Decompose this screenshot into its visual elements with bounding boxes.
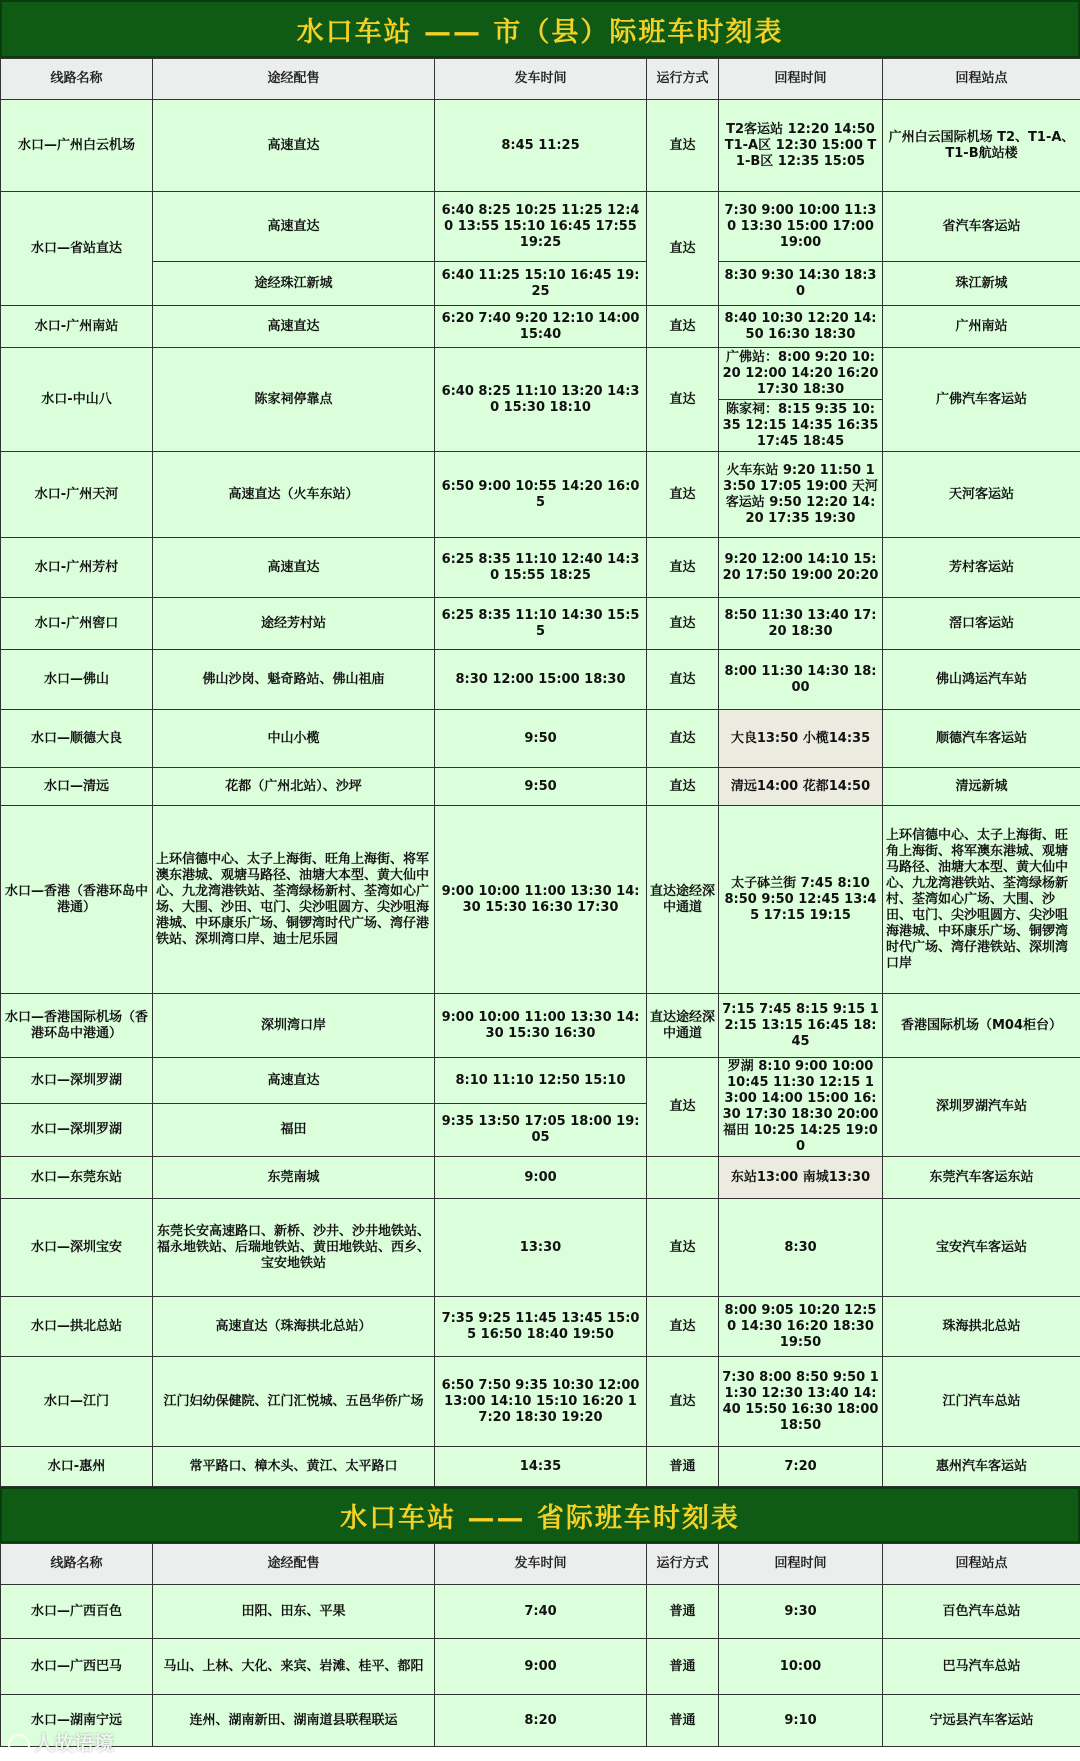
table-row [1,806,1080,994]
run-mode [647,1157,719,1199]
route-name: 水口-中山八 [1,348,153,452]
return-stop: 滘口客运站 [883,598,1080,650]
via-stops: 东莞南城 [153,1157,435,1199]
route-name: 水口—佛山 [1,650,153,710]
route-name: 水口—省站直达 [1,192,153,306]
depart-times: 6:50 7:50 9:35 10:30 12:00 13:00 14:10 15:10 16:20 17:20 18:30 19:20 [435,1357,647,1447]
return-stop: 省汽车客运站 [883,192,1080,262]
return-times: 8:40 10:30 12:20 14:50 16:30 18:30 [719,306,883,348]
table-row [1,1585,1080,1639]
route-name: 水口—香港（香港环岛中港通） [1,806,153,994]
interprovincial-timetable-title: 水口车站 —— 省际班车时刻表 [0,1487,1080,1543]
return-times: 8:00 9:05 10:20 12:50 14:30 16:20 18:30 19:50 [719,1297,883,1357]
via-stops: 花都（广州北站）、沙坪 [153,768,435,806]
route-name: 水口—广州白云机场 [1,100,153,192]
table-row [1,100,1080,192]
return-times: 8:30 9:30 14:30 18:30 [719,262,883,306]
via-stops: 佛山沙岗、魁奇路站、佛山祖庙 [153,650,435,710]
run-mode: 直达 [647,1058,719,1157]
via-stops: 高速直达 [153,192,435,262]
col-header-via: 途经配售 [153,1544,435,1585]
via-stops: 途经芳村站 [153,598,435,650]
table-row [1,1695,1080,1747]
run-mode: 直达 [647,452,719,538]
run-mode: 普通 [647,1639,719,1695]
return-stop: 珠海拱北总站 [883,1297,1080,1357]
via-stops: 东莞长安高速路口、新桥、沙井、沙井地铁站、福永地铁站、后瑞地铁站、黄田地铁站、西乡、宝安地铁站 [153,1199,435,1297]
table-row [1,1447,1080,1487]
route-name: 水口—深圳罗湖 [1,1058,153,1104]
depart-times: 7:40 [435,1585,647,1639]
depart-times: 8:10 11:10 12:50 15:10 [435,1058,647,1104]
col-header-mode: 运行方式 [647,59,719,100]
table-row [1,1199,1080,1297]
depart-times: 9:50 [435,768,647,806]
run-mode: 直达 [647,1297,719,1357]
route-name: 水口—江门 [1,1357,153,1447]
return-times: 大良13:50 小榄14:35 [719,710,883,768]
return-stop: 江门汽车总站 [883,1357,1080,1447]
return-stop: 宝安汽车客运站 [883,1199,1080,1297]
depart-times: 8:20 [435,1695,647,1747]
depart-times: 9:00 10:00 11:00 13:30 14:30 15:30 16:30 [435,994,647,1058]
return-times: 清远14:00 花都14:50 [719,768,883,806]
via-stops: 连州、湖南新田、湖南道县联程联运 [153,1695,435,1747]
via-stops: 上环信德中心、太子上海街、旺角上海街、将军澳东港城、观塘马路径、油塘大本型、黄大仙中心、九龙湾港铁站、荃湾绿杨新村、荃湾如心广场、大围、沙田、屯门、尖沙咀圆方、尖沙咀海港城、中环康乐广场、铜锣湾时代广场、湾仔港铁站、深圳湾口岸、迪士尼乐园 [153,806,435,994]
return-stop: 芳村客运站 [883,538,1080,598]
return-times: 7:30 8:00 8:50 9:50 11:30 12:30 13:40 14:40 15:50 16:30 18:00 18:50 [719,1357,883,1447]
table-row [1,768,1080,806]
table-row [1,306,1080,348]
depart-times: 6:40 8:25 11:10 13:20 14:30 15:30 18:10 [435,348,647,452]
via-stops: 高速直达 [153,100,435,192]
col-header-depart: 发车时间 [435,1544,647,1585]
return-times: 广佛站：8:00 9:20 10:20 12:00 14:20 16:20 17:30 18:30 [719,348,883,400]
depart-times: 9:00 [435,1157,647,1199]
return-stop: 上环信德中心、太子上海街、旺角上海街、将军澳东港城、观塘马路径、油塘大本型、黄大仙中心、九龙湾港铁站、荃湾绿杨新村、荃湾如心广场、大围、沙田、屯门、尖沙咀圆方、尖沙咀海港城、中环康乐广场、铜锣湾时代广场、湾仔港铁站、深圳湾口岸 [883,806,1080,994]
return-stop: 宁远县汽车客运站 [883,1695,1080,1747]
table-row [1,348,1080,400]
return-stop: 广佛汽车客运站 [883,348,1080,452]
return-times: 罗湖 8:10 9:00 10:00 10:45 11:30 12:15 13:00 14:00 15:00 16:30 17:30 18:30 20:00 福田 10:25 14:25 19:00 [719,1058,883,1157]
route-name: 水口—清远 [1,768,153,806]
table-header-row [1,59,1080,100]
run-mode: 直达 [647,100,719,192]
route-name: 水口-惠州 [1,1447,153,1487]
depart-times: 8:30 12:00 15:00 18:30 [435,650,647,710]
return-stop: 清远新城 [883,768,1080,806]
col-header-return-time: 回程时间 [719,59,883,100]
depart-times: 14:35 [435,1447,647,1487]
watermark [8,1727,114,1756]
via-stops: 马山、上林、大化、来宾、岩滩、桂平、都阳 [153,1639,435,1695]
route-name: 水口-广州窖口 [1,598,153,650]
col-header-return-time: 回程时间 [719,1544,883,1585]
run-mode: 直达 [647,1357,719,1447]
depart-times: 9:50 [435,710,647,768]
run-mode: 普通 [647,1447,719,1487]
route-name: 水口—东莞东站 [1,1157,153,1199]
intercity-timetable [0,58,1080,1487]
route-name: 水口—深圳罗湖 [1,1104,153,1157]
run-mode: 直达 [647,598,719,650]
return-times: 8:30 [719,1199,883,1297]
via-stops: 高速直达（珠海拱北总站） [153,1297,435,1357]
via-stops: 福田 [153,1104,435,1157]
route-name: 水口-广州天河 [1,452,153,538]
return-stop: 天河客运站 [883,452,1080,538]
table-header-row [1,1544,1080,1585]
depart-times: 6:25 8:35 11:10 14:30 15:55 [435,598,647,650]
depart-times: 7:35 9:25 11:45 13:45 15:05 16:50 18:40 19:50 [435,1297,647,1357]
col-header-return-stop: 回程站点 [883,59,1080,100]
table-row [1,538,1080,598]
route-name: 水口—广西巴马 [1,1639,153,1695]
table-row [1,1357,1080,1447]
return-times: 9:30 [719,1585,883,1639]
return-stop: 佛山鸿运汽车站 [883,650,1080,710]
depart-times: 9:00 10:00 11:00 13:30 14:30 15:30 16:30 17:30 [435,806,647,994]
return-stop: 香港国际机场（M04柜台） [883,994,1080,1058]
via-stops: 中山小榄 [153,710,435,768]
depart-times: 6:40 11:25 15:10 16:45 19:25 [435,262,647,306]
return-times: 9:10 [719,1695,883,1747]
table-row [1,1058,1080,1104]
watermark-logo-icon [8,1734,30,1756]
route-name: 水口-广州南站 [1,306,153,348]
run-mode: 直达 [647,1199,719,1297]
return-times: 火车东站 9:20 11:50 13:50 17:05 19:00 天河客运站 9:50 12:20 14:20 17:35 19:30 [719,452,883,538]
via-stops: 陈家祠停靠点 [153,348,435,452]
depart-times: 9:35 13:50 17:05 18:00 19:05 [435,1104,647,1157]
run-mode: 直达 [647,768,719,806]
col-header-return-stop: 回程站点 [883,1544,1080,1585]
return-times: 东站13:00 南城13:30 [719,1157,883,1199]
table-row [1,1297,1080,1357]
return-times: 9:20 12:00 14:10 15:20 17:50 19:00 20:20 [719,538,883,598]
depart-times: 6:25 8:35 11:10 12:40 14:30 15:55 18:25 [435,538,647,598]
depart-times: 13:30 [435,1199,647,1297]
route-name: 水口—湖南宁远 [1,1695,153,1747]
via-stops: 深圳湾口岸 [153,994,435,1058]
via-stops: 途经珠江新城 [153,262,435,306]
return-times: 7:15 7:45 8:15 9:15 12:15 13:15 16:45 18:45 [719,994,883,1058]
table-row [1,710,1080,768]
return-stop: 顺德汽车客运站 [883,710,1080,768]
return-times: 7:20 [719,1447,883,1487]
table-row [1,1639,1080,1695]
col-header-depart: 发车时间 [435,59,647,100]
table-row [1,1157,1080,1199]
route-name: 水口-广州芳村 [1,538,153,598]
run-mode: 直达途经深中通道 [647,994,719,1058]
interprovincial-timetable [0,1543,1080,1747]
return-times: 10:00 [719,1639,883,1695]
via-stops: 高速直达（火车东站） [153,452,435,538]
via-stops: 高速直达 [153,538,435,598]
route-name: 水口—广西百色 [1,1585,153,1639]
intercity-timetable-title: 水口车站 —— 市（县）际班车时刻表 [0,0,1080,58]
depart-times: 6:20 7:40 9:20 12:10 14:00 15:40 [435,306,647,348]
run-mode: 直达 [647,710,719,768]
depart-times: 9:00 [435,1639,647,1695]
return-times: 8:00 11:30 14:30 18:00 [719,650,883,710]
return-stop: 巴马汽车总站 [883,1639,1080,1695]
return-stop: 珠江新城 [883,262,1080,306]
table-row [1,452,1080,538]
run-mode: 直达途经深中通道 [647,806,719,994]
route-name: 水口—深圳宝安 [1,1199,153,1297]
via-stops: 高速直达 [153,306,435,348]
run-mode: 直达 [647,538,719,598]
depart-times: 8:45 11:25 [435,100,647,192]
depart-times: 6:40 8:25 10:25 11:25 12:40 13:55 15:10 16:45 17:55 19:25 [435,192,647,262]
col-header-route: 线路名称 [1,1544,153,1585]
watermark-text: 人故语境 [34,1731,114,1755]
table-row [1,598,1080,650]
table-row [1,650,1080,710]
via-stops: 江门妇幼保健院、江门汇悦城、五邑华侨广场 [153,1357,435,1447]
col-header-mode: 运行方式 [647,1544,719,1585]
route-name: 水口—香港国际机场（香港环岛中港通） [1,994,153,1058]
run-mode: 普通 [647,1695,719,1747]
return-times: 7:30 9:00 10:00 11:30 13:30 15:00 17:00 19:00 [719,192,883,262]
return-times: 8:50 11:30 13:40 17:20 18:30 [719,598,883,650]
return-stop: 深圳罗湖汽车站 [883,1058,1080,1157]
via-stops: 高速直达 [153,1058,435,1104]
return-stop: 惠州汽车客运站 [883,1447,1080,1487]
route-name: 水口—拱北总站 [1,1297,153,1357]
run-mode: 直达 [647,650,719,710]
table-row [1,192,1080,262]
return-stop: 广州南站 [883,306,1080,348]
table-row [1,262,1080,306]
via-stops: 常平路口、樟木头、黄江、太平路口 [153,1447,435,1487]
return-times: 陈家祠：8:15 9:35 10:35 12:15 14:35 16:35 17:45 18:45 [719,400,883,452]
return-stop: 百色汽车总站 [883,1585,1080,1639]
via-stops: 田阳、田东、平果 [153,1585,435,1639]
return-times: 太子砵兰街 7:45 8:10 8:50 9:50 12:45 13:45 17:15 19:15 [719,806,883,994]
return-times: T2客运站 12:20 14:50 T1-A区 12:30 15:00 T1-B区 12:35 15:05 [719,100,883,192]
col-header-via: 途经配售 [153,59,435,100]
run-mode: 直达 [647,348,719,452]
return-stop: 广州白云国际机场 T2、T1-A、T1-B航站楼 [883,100,1080,192]
col-header-route: 线路名称 [1,59,153,100]
run-mode: 普通 [647,1585,719,1639]
return-stop: 东莞汽车客运东站 [883,1157,1080,1199]
run-mode: 直达 [647,306,719,348]
depart-times: 6:50 9:00 10:55 14:20 16:05 [435,452,647,538]
table-row [1,994,1080,1058]
route-name: 水口—顺德大良 [1,710,153,768]
run-mode: 直达 [647,192,719,306]
